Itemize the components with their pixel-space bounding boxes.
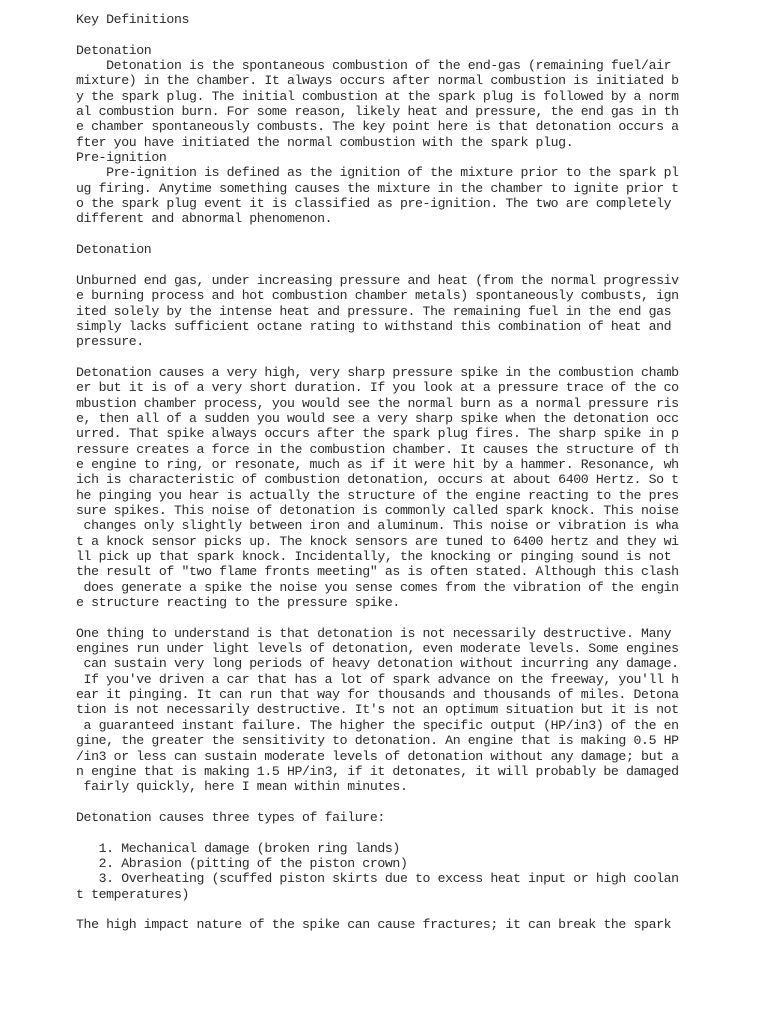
text-line: ug firing. Anytime something causes the mixture in the chamber to ignite prior t: [76, 180, 679, 196]
text-line: Detonation causes three types of failure:: [76, 809, 385, 825]
text-line: he pinging you hear is actually the structure of the engine reacting to the pres: [76, 487, 679, 503]
text-line: o the spark plug event it is classified as pre-ignition. The two are completely: [76, 196, 672, 212]
text-line: gine, the greater the sensitivity to detonation. An engine that is making 0.5 HP: [76, 733, 679, 749]
text-line: Detonation is the spontaneous combustion of the end-gas (remaining fuel/air: [76, 58, 672, 74]
text-line: If you've driven a car that has a lot of spark advance on the freeway, you'll h: [76, 671, 679, 687]
list-item: t temperatures): [76, 886, 190, 902]
section-heading: Detonation: [76, 242, 152, 258]
list-item: 3. Overheating (scuffed piston skirts due to excess heat input or high coolan: [76, 871, 679, 887]
blank-line: [76, 902, 756, 917]
text-line: One thing to understand is that detonation is not necessarily destructive. Many: [76, 625, 672, 641]
blank-line: [76, 795, 756, 810]
blank-line: [76, 258, 756, 273]
text-line: ll pick up that spark knock. Incidentally, the knocking or pinging sound is not: [76, 549, 672, 565]
section-heading: Detonation: [76, 42, 152, 58]
list-item: 1. Mechanical damage (broken ring lands): [76, 840, 400, 856]
text-line: simply lacks sufficient octane rating to withstand this combination of heat and: [76, 318, 672, 334]
text-line: pressure.: [76, 334, 144, 350]
blank-line: [76, 610, 756, 625]
blank-line: [76, 350, 756, 365]
text-line: engines run under light levels of detonation, even moderate levels. Some engines: [76, 641, 679, 657]
doc-title: Key Definitions: [76, 12, 190, 27]
list-item: 2. Abrasion (pitting of the piston crown): [76, 855, 408, 871]
text-line: urred. That spike always occurs after the spark plug fires. The sharp spike in p: [76, 426, 679, 442]
text-line: ited solely by the intense heat and pressure. The remaining fuel in the end gas: [76, 303, 672, 319]
text-line: ich is characteristic of combustion detonation, occurs at about 6400 Hertz. So t: [76, 472, 679, 488]
text-line: does generate a spike the noise you sense comes from the vibration of the engin: [76, 579, 679, 595]
text-line: e burning process and hot combustion chamber metals) spontaneously combusts, ign: [76, 288, 679, 304]
text-line: fter you have initiated the normal combustion with the spark plug.: [76, 134, 574, 150]
text-line: different and abnormal phenomenon.: [76, 211, 333, 227]
text-line: /in3 or less can sustain moderate levels of detonation without any damage; but a: [76, 748, 679, 764]
text-line: fairly quickly, here I mean within minutes.: [76, 779, 408, 795]
text-line: e engine to ring, or resonate, much as if it were hit by a hammer. Resonance, wh: [76, 456, 679, 472]
text-line: er but it is of a very short duration. If you look at a pressure trace of the co: [76, 380, 679, 396]
text-line: Unburned end gas, under increasing pressure and heat (from the normal progressiv: [76, 272, 679, 288]
text-line: Pre-ignition is defined as the ignition of the mixture prior to the spark pl: [76, 165, 679, 181]
text-line: y the spark plug. The initial combustion at the spark plug is followed by a norm: [76, 88, 679, 104]
text-line: t a knock sensor picks up. The knock sensors are tuned to 6400 hertz and they wi: [76, 533, 679, 549]
text-line: the result of "two flame fronts meeting" as is often stated. Although this clash: [76, 564, 679, 580]
text-line: sure spikes. This noise of detonation is commonly called spark knock. This noise: [76, 503, 679, 518]
text-line: mbustion chamber process, you would see the normal burn as a normal pressure ris: [76, 395, 679, 411]
text-line: a guaranteed instant failure. The higher the specific output (HP/in3) of the en: [76, 717, 679, 733]
text-line: changes only slightly between iron and aluminum. This noise or vibration is wha: [76, 518, 679, 534]
blank-line: [76, 27, 756, 42]
text-line: ressure creates a force in the combustion chamber. It causes the structure of th: [76, 441, 679, 457]
blank-line: [76, 825, 756, 840]
text-line: e chamber spontaneously combusts. The key point here is that detonation occurs a: [76, 119, 679, 135]
text-line: mixture) in the chamber. It always occurs after normal combustion is initiated b: [76, 73, 679, 89]
text-line: e structure reacting to the pressure spike.: [76, 595, 400, 611]
text-line: can sustain very long periods of heavy detonation without incurring any damage.: [76, 656, 679, 672]
text-line: tion is not necessarily destructive. It's not an optimum situation but it is not: [76, 702, 679, 718]
text-line: e, then all of a sudden you would see a very sharp spike when the detonation occ: [76, 410, 679, 426]
blank-line: [76, 227, 756, 242]
text-line: al combustion burn. For some reason, likely heat and pressure, the end gas in th: [76, 104, 679, 120]
text-line: ear it pinging. It can run that way for thousands and thousands of miles. Detona: [76, 687, 679, 703]
text-line: Detonation causes a very high, very sharp pressure spike in the combustion chamb: [76, 364, 679, 380]
text-line: The high impact nature of the spike can cause fractures; it can break the spark: [76, 917, 672, 933]
section-heading: Pre-ignition: [76, 150, 167, 166]
document-page: [76, 12, 756, 933]
text-line: n engine that is making 1.5 HP/in3, if it detonates, it will probably be damaged: [76, 763, 679, 779]
